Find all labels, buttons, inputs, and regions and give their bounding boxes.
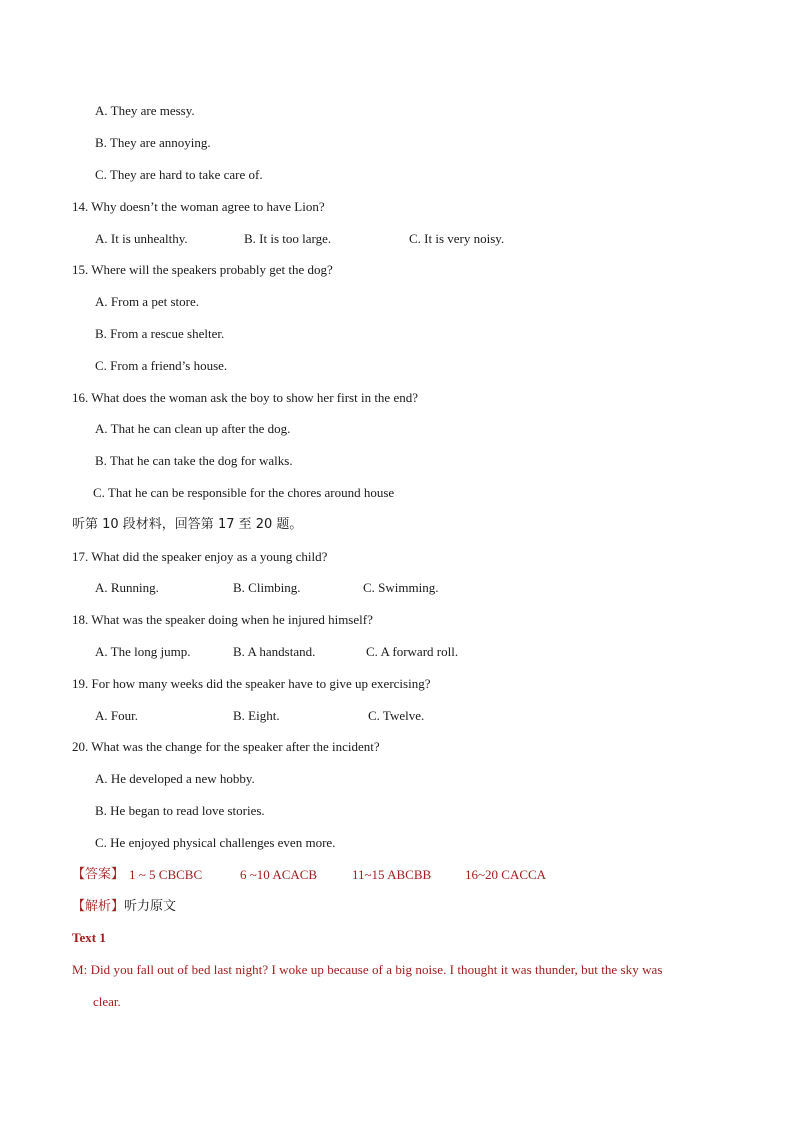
q15-stem: 15. Where will the speakers probably get the dog? bbox=[72, 262, 333, 277]
q15-option-c: C. From a friend’s house. bbox=[95, 358, 228, 373]
answer-group-3: 11~15 ABCBB bbox=[352, 867, 432, 882]
q14-option-b: B. It is too large. bbox=[244, 231, 332, 246]
q15-option-b: B. From a rescue shelter. bbox=[95, 326, 225, 341]
q17-option-a: A. Running. bbox=[95, 580, 159, 595]
q20-option-c: C. He enjoyed physical challenges even more. bbox=[95, 835, 336, 850]
answer-group-1: 1 ~ 5 CBCBC bbox=[129, 867, 203, 882]
answer-group-2: 6 ~10 ACACB bbox=[240, 867, 318, 882]
analysis-line bbox=[72, 899, 176, 915]
q16-option-c: C. That he can be responsible for the chores around house bbox=[93, 485, 395, 500]
q14-option-c: C. It is very noisy. bbox=[409, 231, 505, 246]
q18-option-a: A. The long jump. bbox=[95, 644, 191, 659]
q17-stem: 17. What did the speaker enjoy as a young child? bbox=[72, 549, 328, 564]
text1-line-2: clear. bbox=[93, 994, 121, 1009]
analysis-text: 听力原文 bbox=[124, 899, 177, 914]
q18-option-b: B. A handstand. bbox=[233, 644, 316, 659]
q16-option-a: A. That he can clean up after the dog. bbox=[95, 421, 291, 436]
q19-option-b: B. Eight. bbox=[233, 708, 280, 723]
q14-stem: 14. Why doesn’t the woman agree to have Lion? bbox=[72, 199, 325, 214]
q17-option-b: B. Climbing. bbox=[233, 580, 301, 595]
text1-title: Text 1 bbox=[72, 930, 106, 945]
q20-option-b: B. He began to read love stories. bbox=[95, 803, 265, 818]
answer-group-4: 16~20 CACCA bbox=[465, 867, 547, 882]
analysis-tag: 【解析】 bbox=[72, 899, 125, 914]
q20-stem: 20. What was the change for the speaker after the incident? bbox=[72, 739, 380, 754]
q13-option-c: C. They are hard to take care of. bbox=[95, 167, 263, 182]
q18-stem: 18. What was the speaker doing when he injured himself? bbox=[72, 612, 373, 627]
q19-stem: 19. For how many weeks did the speaker have to give up exercising? bbox=[72, 676, 431, 691]
answer-tag: 【答案】 bbox=[72, 867, 125, 882]
q19-option-a: A. Four. bbox=[95, 708, 138, 723]
q17-option-c: C. Swimming. bbox=[363, 580, 439, 595]
q19-option-c: C. Twelve. bbox=[368, 708, 425, 723]
q20-option-a: A. He developed a new hobby. bbox=[95, 771, 255, 786]
q14-option-a: A. It is unhealthy. bbox=[95, 231, 188, 246]
q15-option-a: A. From a pet store. bbox=[95, 294, 199, 309]
section-header: 听第 10 段材料，回答第 17 至 20 题。 bbox=[72, 517, 303, 532]
q13-option-b: B. They are annoying. bbox=[95, 135, 211, 150]
q16-option-b: B. That he can take the dog for walks. bbox=[95, 453, 293, 468]
q13-option-a: A. They are messy. bbox=[95, 103, 195, 118]
q16-stem: 16. What does the woman ask the boy to show her first in the end? bbox=[72, 390, 418, 405]
text1-line-1: M: Did you fall out of bed last night? I woke up because of a big noise. I thought it was thunder, but the sky was bbox=[72, 962, 663, 977]
q18-option-c: C. A forward roll. bbox=[366, 644, 459, 659]
